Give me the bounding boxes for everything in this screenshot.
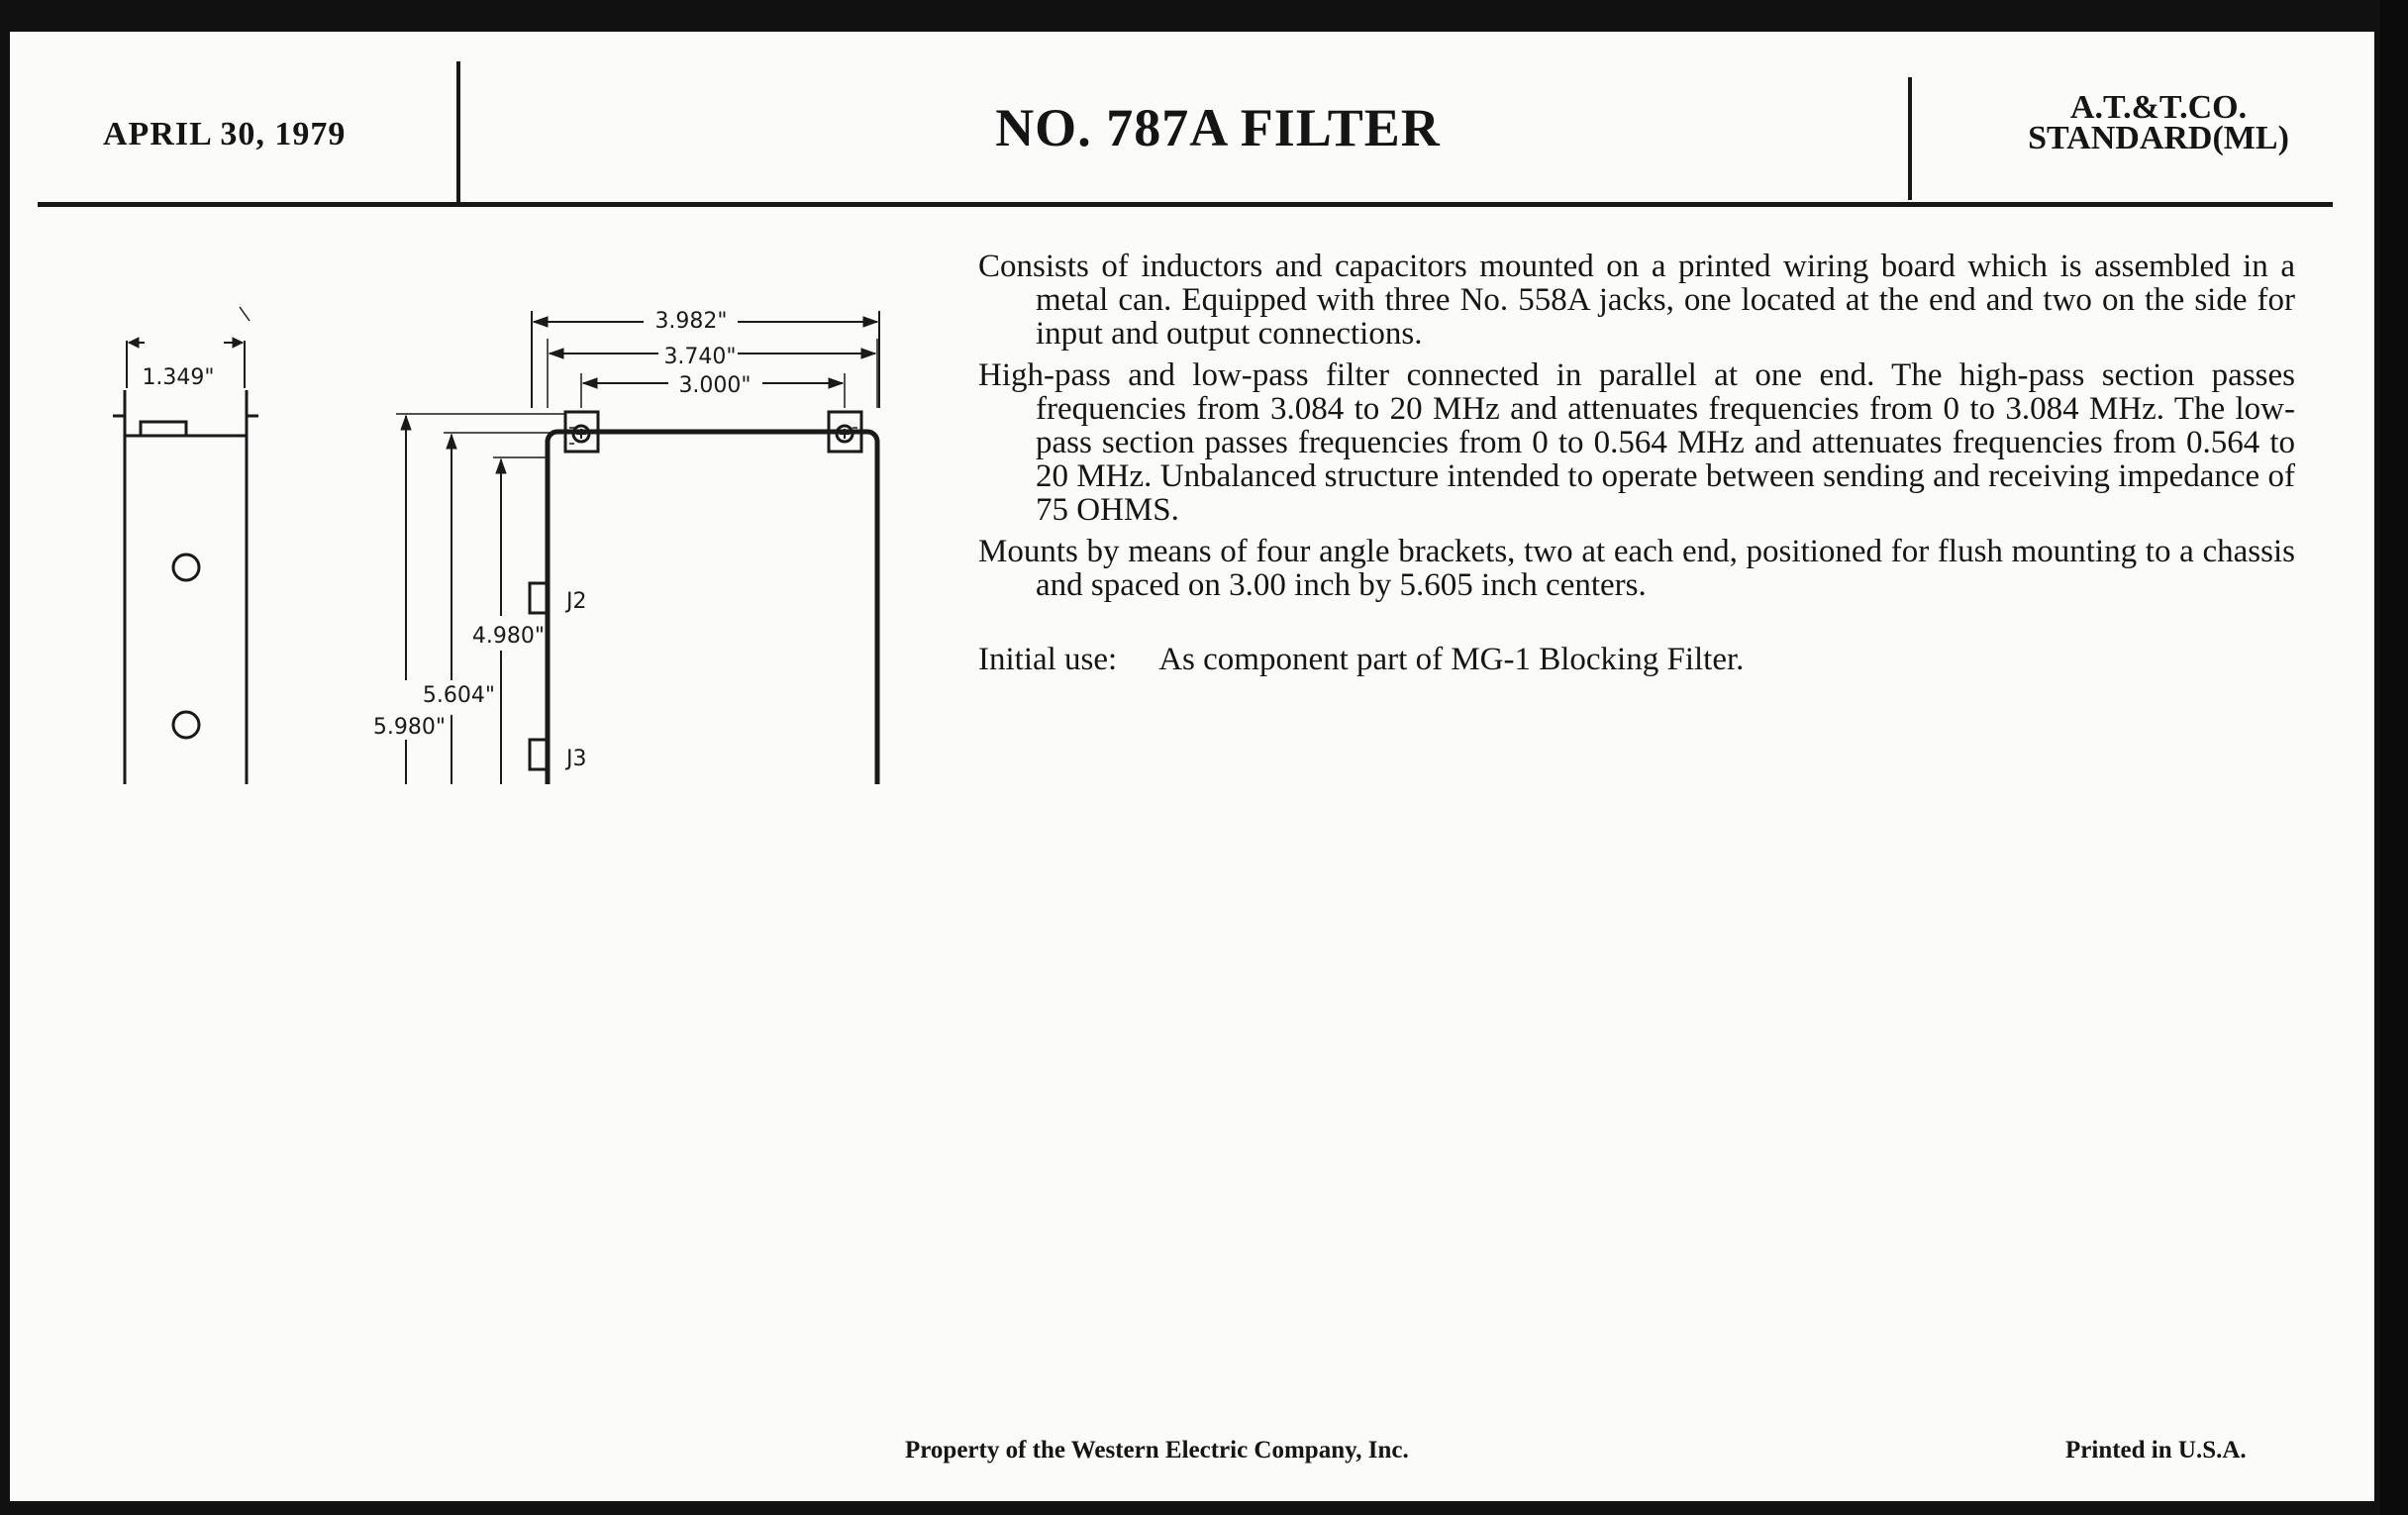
dim-width-centers: 3.000" [678,373,752,398]
header-divider-right [1908,77,1912,200]
side-bracket-top-right [247,390,258,436]
dim-side-width: 1.349" [142,365,215,390]
side-bracket-top-left [113,390,125,436]
filter-can-body [548,432,877,784]
side-top-tab [141,422,186,436]
jack-j3-label: J3 [566,747,587,771]
footer-printed: Printed in U.S.A. [2065,1437,2247,1464]
standard-label: STANDARD(ML) [2028,120,2289,156]
front-view [396,311,879,784]
data-sheet-card [10,32,2374,1501]
initial-use-text: As component part of MG-1 Blocking Filter. [1158,642,1745,677]
dim-height-overall: 5.980" [372,715,446,740]
description [978,250,2295,610]
issue-date: APRIL 30, 1979 [103,116,347,152]
jack-j2-connector [530,583,548,613]
initial-use-label: Initial use: [978,642,1118,677]
side-hole-top [173,555,199,580]
description-filter-characteristics: High-pass and low-pass filter connected in parallel at one end. The high-pass section passes frequencies from 3.084 to 20 MHz and attenuates frequencies from 0 to 3.084 MHz. The low-pass section passes frequencies from 0 to 0.564 MHz and attenuates frequencies from 0.564 to 20 MHz. Unbalanced structure intended to operate between sending and receiving impedance of 75 OHMS. [978,357,2295,528]
standard-block [1970,89,2347,156]
side-hole-bottom [173,712,199,738]
filter-dimension-drawing [10,32,901,784]
description-construction: Consists of inductors and capacitors mounted on a printed wiring board which is assembled in a metal can. Equipped with three No. 558A jacks, one located at the end and two on the side for input and output connections. [978,249,2295,352]
initial-use [978,642,1744,678]
company-name: A.T.&T.CO. [2069,89,2248,126]
dim-width-overall: 3.982" [654,309,728,334]
scan-edge [2380,0,2408,1515]
dim-height-body: 4.980" [471,624,545,649]
dim-height-centers: 5.604" [422,683,495,708]
page-title: NO. 787A FILTER [995,98,1441,157]
side-view-body [125,436,247,784]
jack-j2-label: J2 [566,589,587,614]
dim-width-body: 3.740" [663,345,737,369]
footer-property: Property of the Western Electric Company, Inc. [905,1437,1409,1464]
jack-j3-connector [530,740,548,769]
description-mounting: Mounts by means of four angle brackets, two at each end, positioned for flush mounting to a chassis and spaced on 3.00 inch by 5.605 inch centers. [978,534,2295,603]
